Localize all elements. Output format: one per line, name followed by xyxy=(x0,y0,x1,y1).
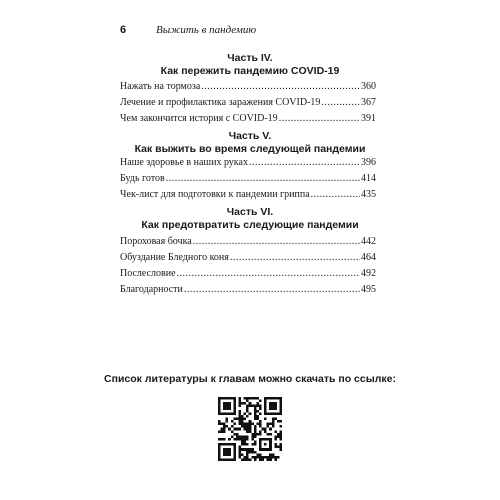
toc-entry-page: 391 xyxy=(361,113,376,124)
toc-entry-page: 367 xyxy=(361,97,376,108)
toc-entry-title: Чем закончится история с COVID-19 xyxy=(120,113,278,124)
toc-entry-page: 435 xyxy=(361,189,376,200)
toc-entry-page: 495 xyxy=(361,284,376,295)
toc-entry[interactable] xyxy=(120,266,376,282)
toc-leader xyxy=(249,155,360,171)
page-number: 6 xyxy=(120,24,127,36)
toc-leader xyxy=(184,282,360,298)
toc-entry-page: 464 xyxy=(361,252,376,263)
toc-entry-title: Пороховая бочка xyxy=(120,236,192,247)
toc-leader xyxy=(321,95,360,111)
part-title: Как выжить во время следующей пандемии xyxy=(134,143,366,155)
part-heading xyxy=(120,206,380,232)
toc-entry-title: Будь готов xyxy=(120,173,165,184)
toc-entry-title: Наше здоровье в наших руках xyxy=(120,157,248,168)
toc-entry[interactable] xyxy=(120,111,376,127)
toc-list xyxy=(120,155,376,203)
toc-entry-title: Благодарности xyxy=(120,284,183,295)
toc-entry[interactable] xyxy=(120,95,376,111)
toc-entry-page: 492 xyxy=(361,268,376,279)
part-label: Часть V. xyxy=(228,130,272,142)
toc-entry-page: 360 xyxy=(361,81,376,92)
part-heading xyxy=(120,130,380,156)
toc-list xyxy=(120,234,376,298)
toc-leader xyxy=(279,111,360,127)
part-title: Как предотвратить следующие пандемии xyxy=(141,219,359,231)
toc-entry-page: 414 xyxy=(361,173,376,184)
toc-leader xyxy=(166,171,360,187)
part-label: Часть VI. xyxy=(226,206,274,218)
page-header xyxy=(120,24,380,40)
toc-entry[interactable] xyxy=(120,234,376,250)
toc-entry-title: Послесловие xyxy=(120,268,176,279)
toc-entry-page: 396 xyxy=(361,157,376,168)
toc-entry[interactable] xyxy=(120,171,376,187)
toc-leader xyxy=(177,266,360,282)
running-title: Выжить в пандемию xyxy=(156,24,257,36)
qr-code-icon[interactable] xyxy=(218,397,282,461)
toc-entry-title: Лечение и профилактика заражения COVID-19 xyxy=(120,97,321,108)
toc-entry[interactable] xyxy=(120,250,376,266)
toc-leader xyxy=(230,250,360,266)
toc-entry[interactable] xyxy=(120,79,376,95)
toc-entry-title: Обуздание Бледного коня xyxy=(120,252,229,263)
toc-list xyxy=(120,79,376,127)
part-label: Часть IV. xyxy=(227,52,273,64)
part-heading xyxy=(120,52,380,78)
toc-entry[interactable] xyxy=(120,187,376,203)
toc-leader xyxy=(311,187,360,203)
toc-entry[interactable] xyxy=(120,282,376,298)
toc-entry[interactable] xyxy=(120,155,376,171)
part-title: Как пережить пандемию COVID-19 xyxy=(160,65,340,77)
toc-entry-page: 442 xyxy=(361,236,376,247)
toc-leader xyxy=(193,234,360,250)
bibliography-note: Список литературы к главам можно скачать по ссылке: xyxy=(104,373,396,385)
toc-entry-title: Чек-лист для подготовки к пандемии гриппа xyxy=(120,189,310,200)
toc-entry-title: Нажать на тормоза xyxy=(120,81,201,92)
toc-leader xyxy=(201,79,360,95)
